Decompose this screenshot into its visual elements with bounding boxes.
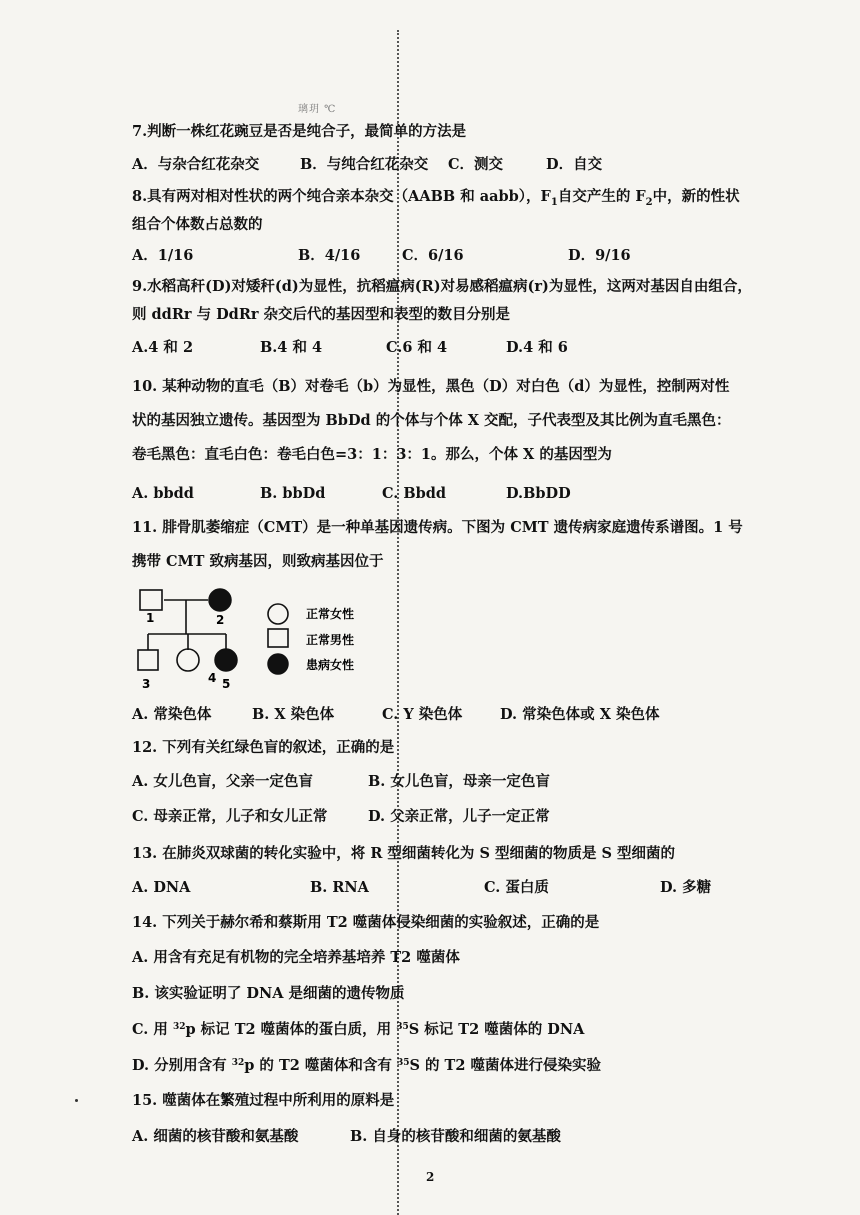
q13-option-b[interactable]: B. RNA	[310, 879, 369, 896]
q10-stem-line1: 10. 某种动物的直毛（B）对卷毛（b）为显性，黑色（D）对白色（d）为显性，控制两对性	[132, 378, 730, 395]
q9-option-a[interactable]: A.4 和 2	[132, 339, 194, 356]
q10-option-a[interactable]: A. bbdd	[132, 485, 194, 502]
q7-option-d[interactable]: D．自交	[546, 156, 603, 173]
legend-affected-female-label: 患病女性	[306, 658, 355, 672]
legend-normal-female-symbol	[268, 604, 288, 624]
q12-option-b[interactable]: B. 女儿色盲，母亲一定色盲	[368, 773, 550, 790]
q14-option-c[interactable]: C. 用 $^{32}$p 标记 T2 噬菌体的蛋白质，用 $^{35}$S 标记 T2 噬菌体的 DNA	[132, 1021, 585, 1038]
q7-option-a[interactable]: A．与杂合红花杂交	[132, 156, 260, 173]
q13-option-c[interactable]: C. 蛋白质	[484, 879, 549, 896]
q8-stem-line1: 8.具有两对相对性状的两个纯合亲本杂交（AABB 和 aabb），$F_1$自交产生的 $F_2$中，新的性状	[132, 188, 740, 208]
q8-options	[132, 246, 732, 266]
q12-options-row1	[132, 772, 732, 792]
q10-stem-line2: 状的基因独立遗传。基因型为 BbDd 的个体与个体 X 交配，子代表型及其比例为直毛黑色：	[132, 412, 731, 429]
q8-stem-line2: 组合个体数占总数的	[132, 216, 263, 233]
pedigree-affected-female-5	[215, 649, 237, 671]
q8-option-b[interactable]: B．4/16	[298, 247, 361, 264]
q10-option-b[interactable]: B. bbDd	[260, 485, 326, 502]
q7-stem: 7.判断一株红花豌豆是否是纯合子，最简单的方法是	[132, 123, 467, 140]
q10-option-c[interactable]: C. Bbdd	[382, 485, 447, 502]
q9-option-d[interactable]: D.4 和 6	[506, 339, 568, 356]
q14-option-d[interactable]: D. 分别用含有 $^{32}$p 的 T2 噬菌体和含有 $^{35}$S 的 T2 噬菌体进行侵染实验	[132, 1057, 601, 1074]
legend-normal-male-label: 正常男性	[306, 633, 355, 647]
q13-option-a[interactable]: A. DNA	[132, 879, 191, 896]
q9-option-b[interactable]: B.4 和 4	[260, 339, 323, 356]
q12-option-c[interactable]: C. 母亲正常，儿子和女儿正常	[132, 808, 328, 825]
q7-option-b[interactable]: B．与纯合红花杂交	[300, 156, 429, 173]
q13-stem: 13. 在肺炎双球菌的转化实验中，将 R 型细菌转化为 S 型细菌的物质是 S 型细菌的	[132, 845, 676, 862]
q11-option-b[interactable]: B. X 染色体	[252, 706, 335, 723]
q12-options-row2	[132, 807, 732, 827]
q8-option-a[interactable]: A．1/16	[132, 247, 194, 264]
legend-normal-male-symbol	[268, 629, 288, 647]
q13-options	[132, 878, 732, 898]
pedigree-female-4	[177, 649, 199, 671]
q14-option-a[interactable]: A. 用含有充足有机物的完全培养基培养 T2 噬菌体	[132, 949, 460, 966]
pedigree-label-1: 1	[146, 611, 155, 625]
q14-stem: 14. 下列关于赫尔希和蔡斯用 T2 噬菌体侵染细菌的实验叙述，正确的是	[132, 914, 600, 931]
pedigree-label-5: 5	[222, 677, 231, 691]
q13-option-d[interactable]: D. 多糖	[660, 879, 712, 896]
q8-option-c[interactable]: C．6/16	[402, 247, 464, 264]
q9-stem-line2: 则 ddRr 与 DdRr 杂交后代的基因型和表型的数目分别是	[132, 306, 511, 323]
q12-option-d[interactable]: D. 父亲正常，儿子一定正常	[368, 808, 550, 825]
pedigree-diagram	[128, 584, 388, 694]
q12-stem: 12. 下列有关红绿色盲的叙述，正确的是	[132, 739, 395, 756]
q11-option-c[interactable]: C. Y 染色体	[382, 706, 463, 723]
q10-stem-line3: 卷毛黑色：直毛白色：卷毛白色=3：1：3：1。那么，个体 X 的基因型为	[132, 446, 612, 463]
q15-stem: 15. 噬菌体在繁殖过程中所利用的原料是	[132, 1092, 395, 1109]
q10-option-d[interactable]: D.BbDD	[506, 485, 571, 502]
q9-options	[132, 338, 732, 358]
pedigree-male-3	[138, 650, 158, 670]
pedigree-male-1	[140, 590, 162, 610]
q11-option-a[interactable]: A. 常染色体	[132, 706, 212, 723]
legend-normal-female-label: 正常女性	[306, 607, 355, 621]
q11-options	[132, 705, 732, 725]
q11-option-d[interactable]: D. 常染色体或 X 染色体	[500, 706, 660, 723]
q9-stem-line1: 9.水稻高秆(D)对矮秆(d)为显性，抗稻瘟病(R)对易感稻瘟病(r)为显性，这两对基因自由组合，	[132, 278, 752, 295]
q10-options	[132, 484, 732, 504]
q15-option-a[interactable]: A. 细菌的核苷酸和氨基酸	[132, 1128, 299, 1145]
scan-speck	[75, 1099, 78, 1102]
pedigree-label-4: 4	[208, 671, 217, 685]
pedigree-affected-female-2	[209, 589, 231, 611]
q8-option-d[interactable]: D．9/16	[568, 247, 631, 264]
pedigree-label-3: 3	[142, 677, 151, 691]
q14-option-b[interactable]: B. 该实验证明了 DNA 是细菌的遗传物质	[132, 985, 405, 1002]
page-number: 2	[426, 1170, 435, 1184]
pedigree-label-2: 2	[216, 613, 225, 627]
q11-stem-line2: 携带 CMT 致病基因，则致病基因位于	[132, 553, 384, 570]
header-mark: 璃玥 ℃	[298, 104, 337, 115]
q15-options	[132, 1127, 732, 1147]
q15-option-b[interactable]: B. 自身的核苷酸和细菌的氨基酸	[350, 1128, 561, 1145]
legend-affected-female-symbol	[268, 654, 288, 674]
q11-stem-line1: 11. 腓骨肌萎缩症（CMT）是一种单基因遗传病。下图为 CMT 遗传病家庭遗传系谱图。1 号	[132, 519, 743, 536]
q7-option-c[interactable]: C．测交	[448, 156, 504, 173]
q9-option-c[interactable]: C.6 和 4	[386, 339, 448, 356]
q7-options	[132, 155, 732, 175]
q12-option-a[interactable]: A. 女儿色盲，父亲一定色盲	[132, 773, 313, 790]
